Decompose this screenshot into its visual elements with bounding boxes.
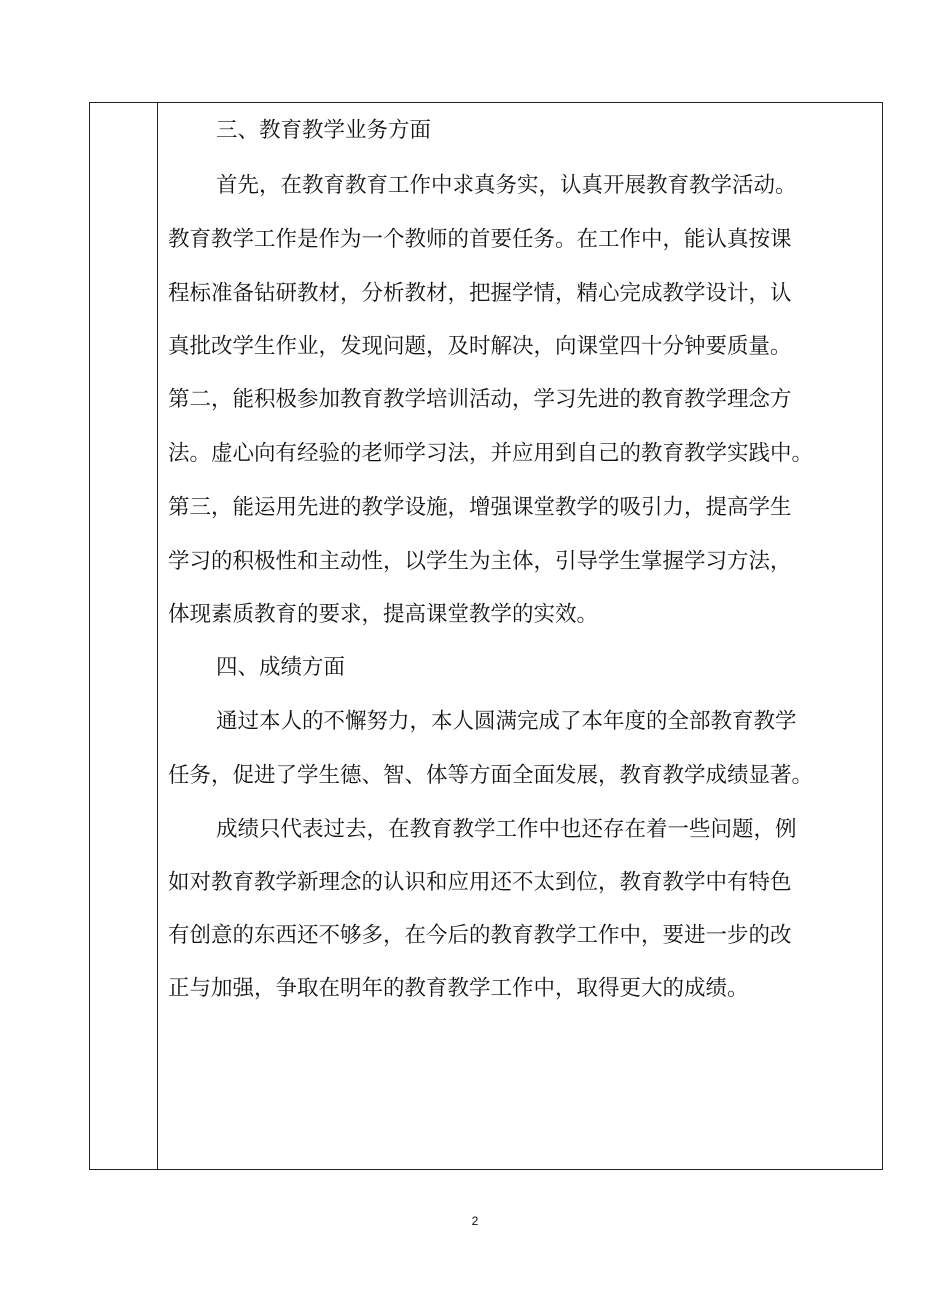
paragraph-line: 第三，能运用先进的教学设施，增强课堂教学的吸引力，提高学生 xyxy=(168,495,792,520)
paragraph-line: 第二，能积极参加教育教学培训活动，学习先进的教育教学理念方 xyxy=(168,387,792,412)
paragraph-line: 首先，在教育教育工作中求真务实，认真开展教育教学活动。 xyxy=(216,173,797,198)
paragraph-line: 任务，促进了学生德、智、体等方面全面发展，教育教学成绩显著。 xyxy=(168,763,814,788)
content-cell xyxy=(158,103,882,1169)
paragraph-line: 法。虚心向有经验的老师学习法，并应用到自己的教育教学实践中。 xyxy=(168,441,814,466)
paragraph-line: 程标准备钻研教材，分析教材，把握学情，精心完成教学设计，认 xyxy=(168,281,792,306)
paragraph-line: 教育教学工作是作为一个教师的首要任务。在工作中，能认真按课 xyxy=(168,227,792,252)
table-frame xyxy=(89,102,883,1170)
paragraph-line: 成绩只代表过去，在教育教学工作中也还存在着一些问题，例 xyxy=(216,817,797,842)
paragraph-line: 如对教育教学新理念的认识和应用还不太到位，教育教学中有特色 xyxy=(168,870,792,895)
section-heading-teaching: 三、教育教学业务方面 xyxy=(216,118,432,143)
paragraph-line: 正与加强，争取在明年的教育教学工作中，取得更大的成绩。 xyxy=(168,976,749,1001)
page-number: 2 xyxy=(471,1214,479,1228)
paragraph-line: 通过本人的不懈努力，本人圆满完成了本年度的全部教育教学 xyxy=(216,709,797,734)
paragraph-line: 真批改学生作业，发现问题，及时解决，向课堂四十分钟要质量。 xyxy=(168,334,792,359)
left-empty-cell xyxy=(90,103,158,1169)
paragraph-line: 学习的积极性和主动性，以学生为主体，引导学生掌握学习方法， xyxy=(168,549,792,574)
section-heading-results: 四、成绩方面 xyxy=(216,655,346,680)
paragraph-line: 有创意的东西还不够多，在今后的教育教学工作中，要进一步的改 xyxy=(168,923,792,948)
paragraph-line: 体现素质教育的要求，提高课堂教学的实效。 xyxy=(168,602,599,627)
